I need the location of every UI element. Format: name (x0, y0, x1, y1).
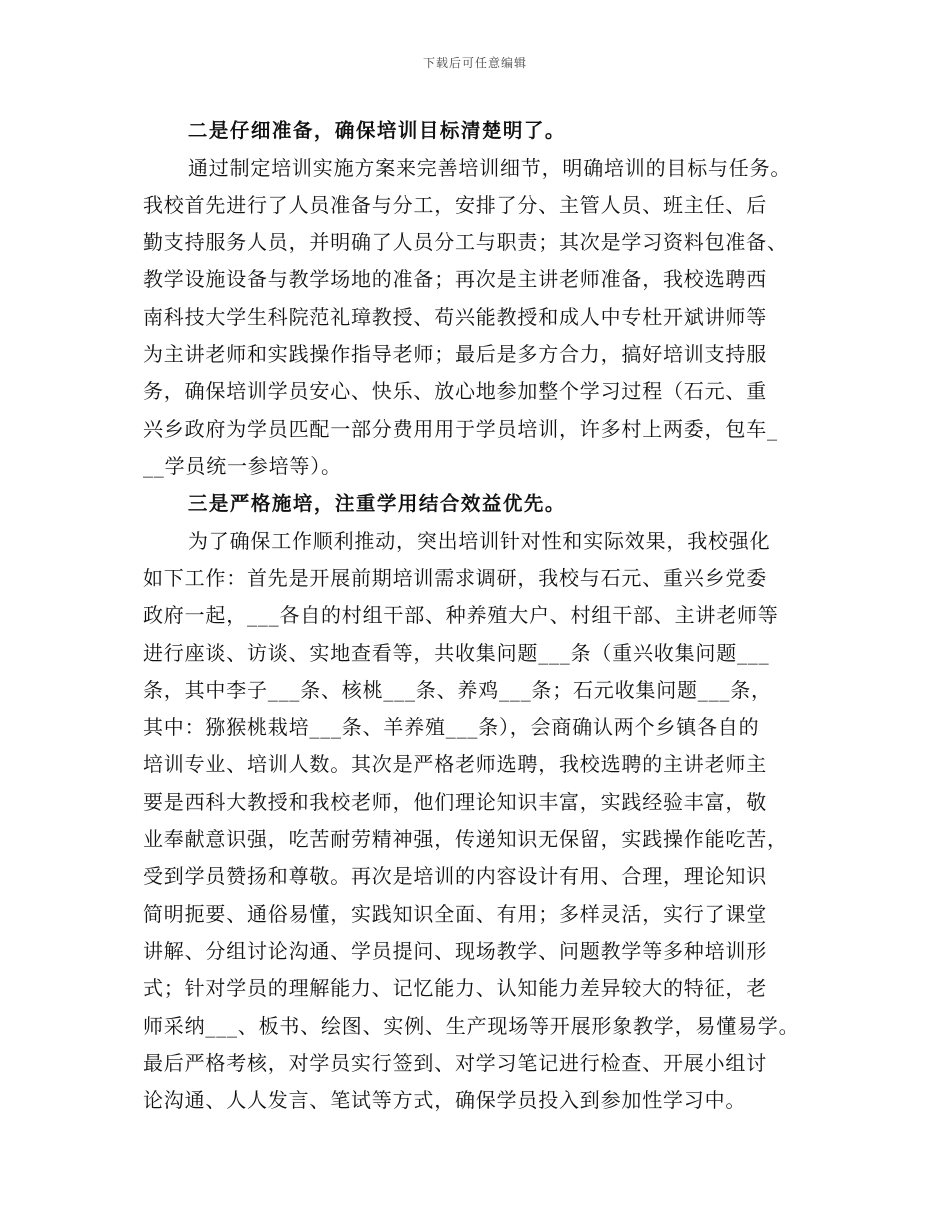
section-heading: 二是仔细准备，确保培训目标清楚明了。 (187, 119, 566, 142)
page-header: 下载后可任意编辑 (422, 56, 527, 70)
section-heading: 三是严格施培，注重学用结合效益优先。 (187, 492, 566, 516)
paragraph-line: 论沟通、人人发言、笔试等方式，确保学员投入到参加性学习中。 (143, 1088, 747, 1113)
paragraph-line: 培训专业、培训人数。其次是严格老师选聘，我校选聘的主讲老师主 (143, 752, 767, 777)
section-paragraph (143, 150, 823, 486)
paragraph-line: 南科技大学生科院范礼璋教授、苟兴能教授和成人中专杜开斌讲师等 (143, 304, 767, 329)
paragraph-line: 为主讲老师和实践操作指导老师；最后是多方合力，搞好培训支持服 (143, 341, 767, 366)
paragraph-line: 受到学员赞扬和尊敬。再次是培训的内容设计有用、合理，理论知识 (143, 864, 767, 889)
paragraph-line: 教学设施设备与教学场地的准备；再次是主讲老师准备，我校选聘西 (143, 267, 767, 292)
paragraph-line: 兴乡政府为学员匹配一部分费用用于学员培训，许多村上两委，包车_ (143, 416, 778, 441)
paragraph-line: 如下工作：首先是开展前期培训需求调研，我校与石元、重兴乡党委 (143, 565, 767, 590)
paragraph-line: 务，确保培训学员安心、快乐、放心地参加整个学习过程（石元、重 (143, 379, 767, 404)
section-paragraph (143, 523, 823, 1120)
paragraph-line: 进行座谈、访谈、实地查看等，共收集问题___条（重兴收集问题___ (143, 640, 770, 665)
paragraph-line: 其中：猕猴桃栽培___条、羊养殖___条），会商确认两个乡镇各自的 (143, 715, 760, 740)
paragraph-line: 条，其中李子___条、核桃___条、养鸡___条；石元收集问题___条， (143, 677, 772, 702)
paragraph-line: 简明扼要、通俗易懂，实践知识全面、有用；多样灵活，实行了课堂 (143, 901, 767, 926)
paragraph-line: 讲解、分组讨论沟通、学员提问、现场教学、问题教学等多种培训形 (143, 938, 767, 963)
paragraph-line: 政府一起，___各自的村组干部、种养殖大户、村组干部、主讲老师等 (143, 603, 779, 628)
paragraph-line: 师采纳___、板书、绘图、实例、生产现场等开展形象教学，易懂易学。 (143, 1013, 800, 1038)
paragraph-line: 式；针对学员的理解能力、记忆能力、认知能力差异较大的特征，老 (143, 976, 767, 1001)
paragraph-line: 通过制定培训实施方案来完善培训细节，明确培训的目标与任务。 (188, 155, 792, 180)
paragraph-line: 最后严格考核，对学员实行签到、对学习笔记进行检查、开展小组讨 (143, 1050, 767, 1075)
paragraph-line: 要是西科大教授和我校老师，他们理论知识丰富，实践经验丰富，敬 (143, 789, 767, 814)
paragraph-line: 勤支持服务人员，并明确了人员分工与职责；其次是学习资料包准备、 (143, 230, 788, 255)
paragraph-line: 业奉献意识强，吃苦耐劳精神强，传递知识无保留，实践操作能吃苦， (143, 827, 788, 852)
paragraph-line: 为了确保工作顺利推动，突出培训针对性和实际效果，我校强化 (188, 528, 771, 553)
paragraph-line: 我校首先进行了人员准备与分工，安排了分、主管人员、班主任、后 (143, 192, 767, 217)
document-body (143, 112, 823, 1119)
paragraph-line: __学员统一参培等）。 (143, 453, 342, 478)
